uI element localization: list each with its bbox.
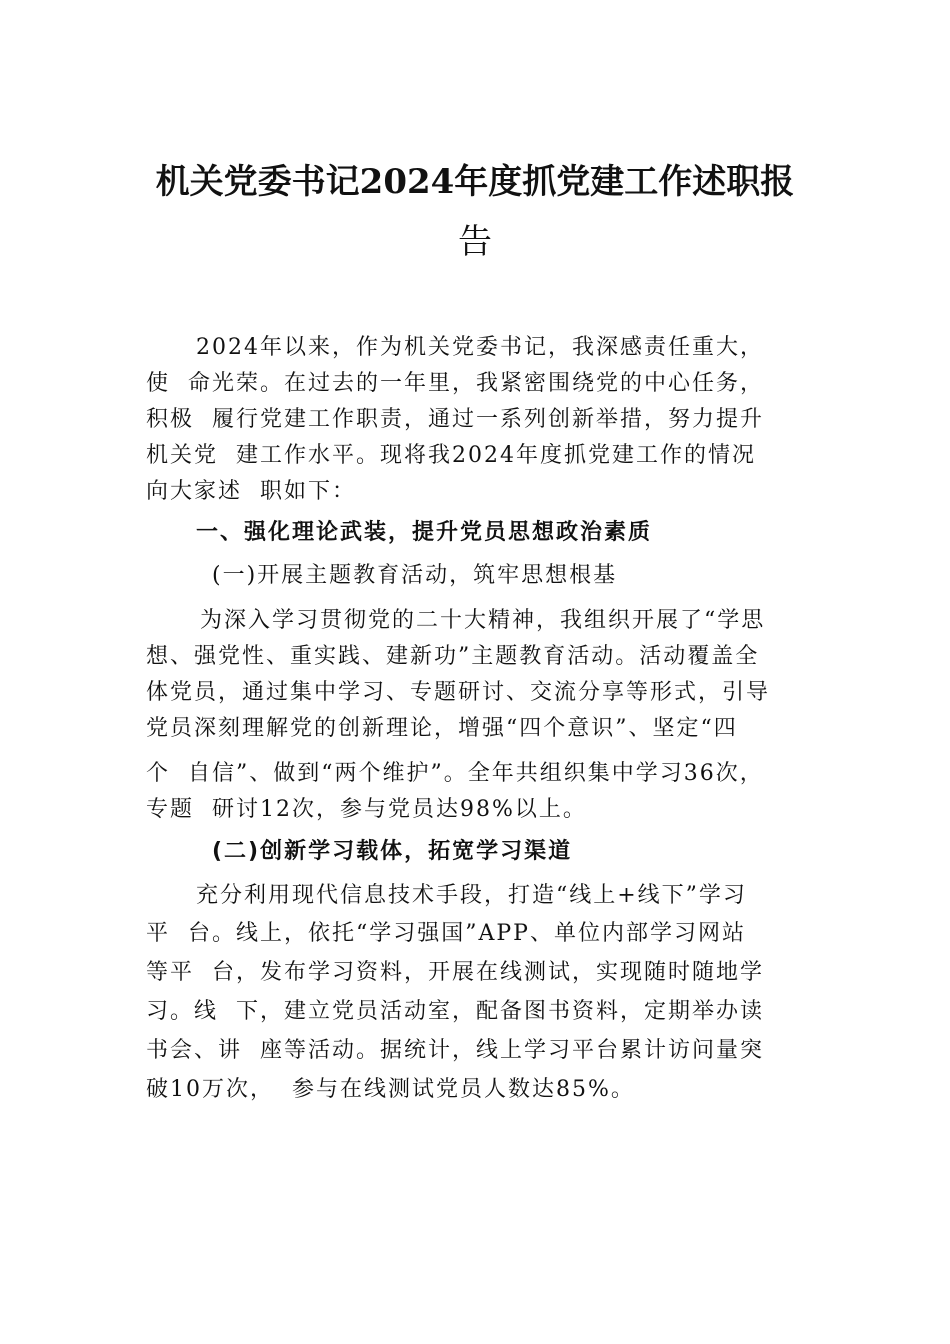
subsection-heading-1: (一)开展主题教育活动，筑牢思想根基 bbox=[212, 563, 618, 588]
subsection-heading-2: (二)创新学习载体，拓宽学习渠道 bbox=[212, 839, 573, 864]
intro-line-4: 机关党 建工作水平。现将我2024年度抓党建工作的情况 bbox=[146, 443, 756, 468]
para2-line-6: 专题 研讨12次，参与党员达98%以上。 bbox=[146, 797, 587, 822]
intro-line-5: 向大家述 职如下： bbox=[146, 479, 356, 504]
intro-line-2: 使 命光荣。在过去的一年里，我紧密围绕党的中心任务， bbox=[146, 371, 764, 396]
document-title-line-2: 告 bbox=[458, 222, 492, 262]
para2-line-5: 个 自信”、做到“两个维护”。全年共组织集中学习36次， bbox=[146, 761, 764, 786]
document-title-line-1: 机关党委书记2024年度抓党建工作述职报 bbox=[155, 162, 795, 202]
intro-line-1: 2024年以来，作为机关党委书记，我深感责任重大， bbox=[196, 335, 764, 360]
para3-line-5: 书会、讲 座等活动。据统计，线上学习平台累计访问量突 bbox=[146, 1038, 764, 1063]
para2-line-4: 党员深刻理解党的创新理论，增强“四个意识”、坚定“四 bbox=[146, 716, 738, 741]
para3-line-6: 破10万次， 参与在线测试党员人数达85%。 bbox=[146, 1077, 635, 1102]
para2-line-2: 想、强党性、重实践、建新功”主题教育活动。活动覆盖全 bbox=[146, 644, 760, 669]
para2-line-1: 为深入学习贯彻党的二十大精神，我组织开展了“学思 bbox=[200, 608, 766, 633]
para3-line-1: 充分利用现代信息技术手段，打造“线上+线下”学习 bbox=[196, 883, 747, 908]
para3-line-2: 平 台。线上，依托“学习强国”APP、单位内部学习网站 bbox=[146, 921, 746, 946]
intro-line-3: 积极 履行党建工作职责，通过一系列创新举措，努力提升 bbox=[146, 407, 764, 432]
para3-line-3: 等平 台，发布学习资料，开展在线测试，实现随时随地学 bbox=[146, 960, 764, 985]
para2-line-3: 体党员，通过集中学习、专题研讨、交流分享等形式，引导 bbox=[146, 680, 771, 705]
section-heading-1: 一、强化理论武装，提升党员思想政治素质 bbox=[196, 520, 653, 545]
para3-line-4: 习。线 下，建立党员活动室，配备图书资料，定期举办读 bbox=[146, 999, 764, 1024]
